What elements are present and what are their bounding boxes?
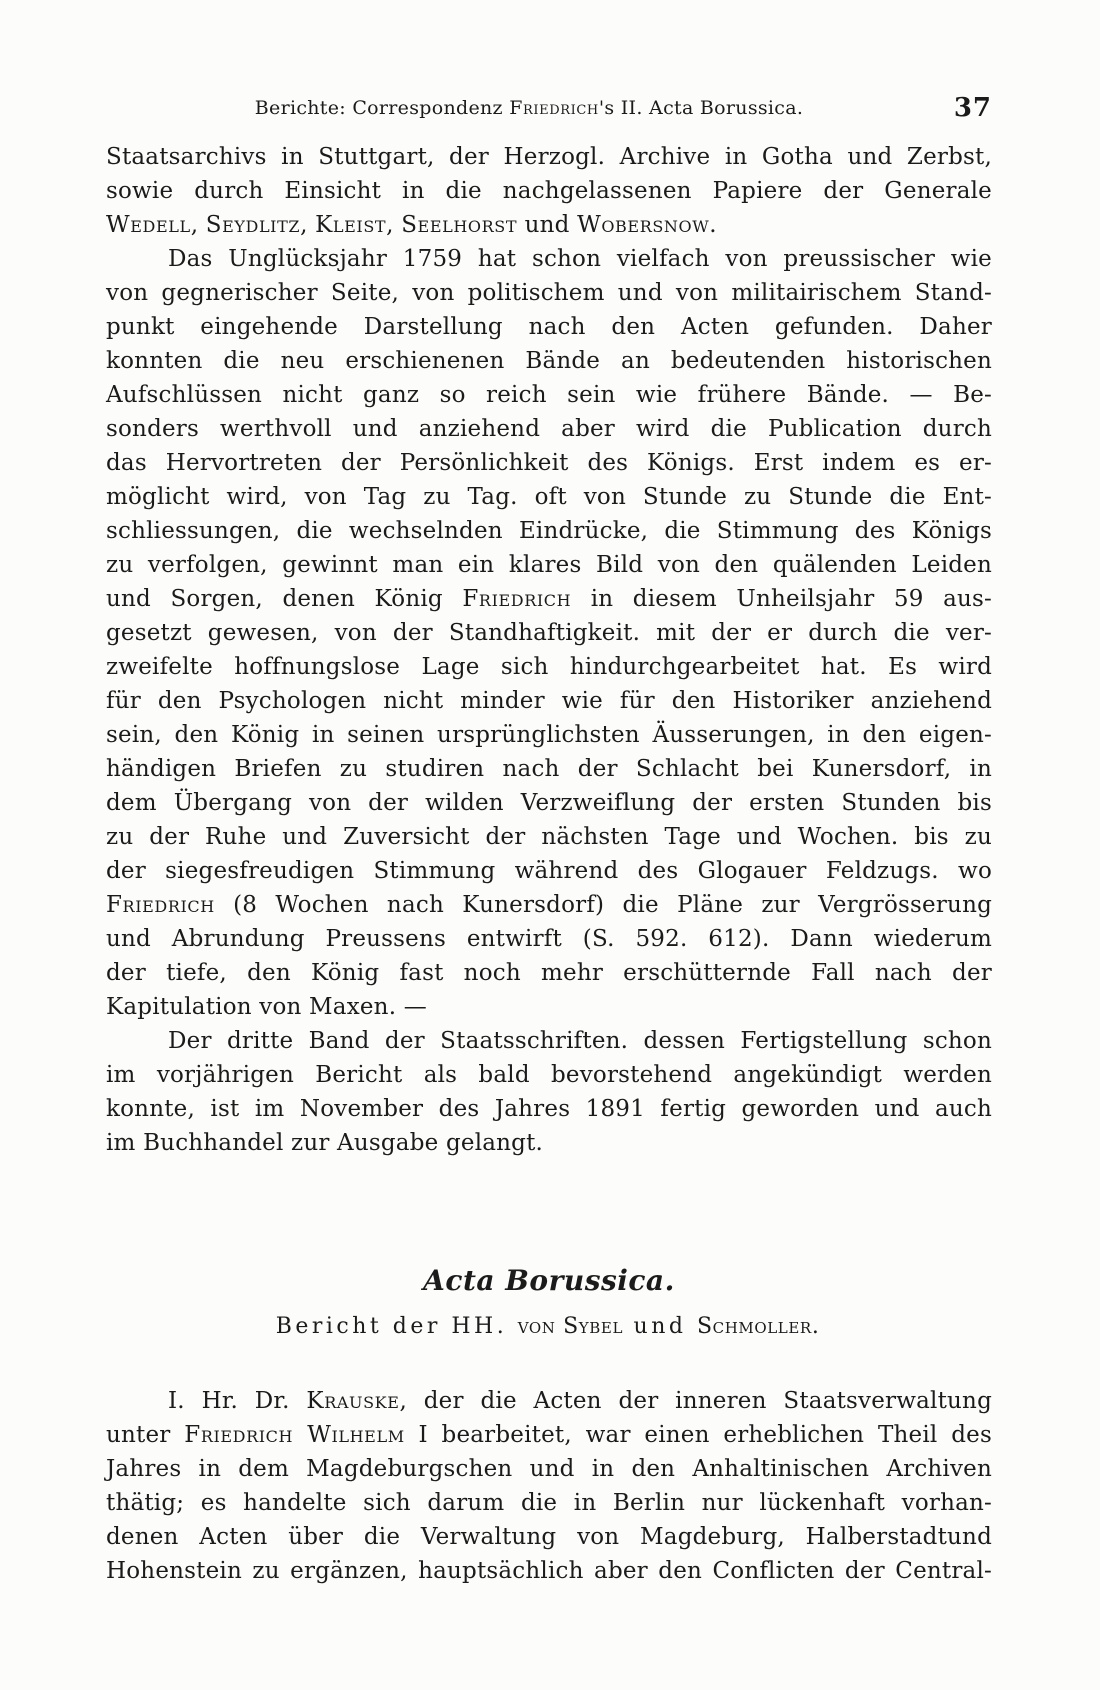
text-line	[106, 990, 992, 1024]
text-line	[106, 242, 992, 276]
small-caps-name: von Sybel	[517, 1314, 624, 1339]
text-run: ,	[190, 212, 206, 238]
text-run: im vorjährigen Bericht als bald bevorstehend angekündigt werden	[106, 1062, 992, 1088]
text-run: für den Psychologen nicht minder wie für den Historiker anziehend	[106, 688, 992, 714]
text-run: I. Hr. Dr.	[168, 1388, 307, 1414]
text-run: gesetzt gewesen, von der Standhaftigkeit. mit der er durch die ver-	[106, 620, 992, 646]
text-run: denen Acten über die Verwaltung von Magdeburg, Halberstadtund	[106, 1524, 992, 1550]
text-line	[106, 854, 992, 888]
text-line	[106, 1126, 992, 1160]
text-line	[106, 1092, 992, 1126]
text-run: Jahres in dem Magdeburgschen und in den Anhaltinischen Archiven	[106, 1456, 992, 1482]
text-run: das Hervortreten der Persönlichkeit des Königs. Erst indem es er-	[106, 450, 992, 476]
text-run: .	[709, 212, 717, 238]
text-run: im Buchhandel zur Ausgabe gelangt.	[106, 1130, 544, 1156]
text-line	[106, 1554, 992, 1588]
text-run: Hohenstein zu ergänzen, hauptsächlich aber den Conflicten der Central-	[106, 1558, 992, 1584]
text-run: konnte, ist im November des Jahres 1891 fertig geworden und auch	[106, 1096, 992, 1122]
small-caps-name: Kleist	[315, 212, 387, 238]
text-run: zweifelte hoffnungslose Lage sich hindurchgearbeitet hat. Es wird	[106, 654, 992, 680]
paragraph-1	[106, 140, 992, 242]
text-line	[106, 140, 992, 174]
text-line	[106, 684, 992, 718]
small-caps-name: Seydlitz	[205, 212, 301, 238]
small-caps-name: Wobersnow	[577, 212, 710, 238]
running-title	[106, 97, 952, 119]
small-caps-name: Friedrich	[509, 97, 599, 119]
text-line	[106, 956, 992, 990]
small-caps-name: Krauske	[306, 1388, 400, 1414]
text-run: , der die Acten der inneren Staatsverwaltung	[399, 1388, 992, 1414]
small-caps-name: Wedell	[106, 212, 191, 238]
text-run: zu der Ruhe und Zuversicht der nächsten Tage und Wochen. bis zu	[106, 824, 992, 850]
text-run: sowie durch Einsicht in die nachgelassenen Papiere der Generale	[106, 178, 992, 204]
text-run: und Abrundung Preussens entwirft (S. 592. 612). Dann wiederum	[106, 926, 992, 952]
text-run: und	[517, 212, 578, 238]
body-text-lower	[106, 1384, 992, 1588]
text-line	[106, 1058, 992, 1092]
text-line	[106, 446, 992, 480]
text-run: .	[811, 1314, 823, 1339]
body-text-upper	[106, 140, 992, 1160]
text-line	[106, 616, 992, 650]
text-run: Staatsarchivs in Stuttgart, der Herzogl. Archive in Gotha und Zerbst,	[106, 144, 992, 170]
text-run: unter	[106, 1422, 185, 1448]
small-caps-name: Schmoller	[696, 1314, 812, 1339]
text-run: Der dritte Band der Staatsschriften. dessen Fertigstellung schon	[168, 1028, 992, 1054]
text-line	[106, 480, 992, 514]
text-run: der tiefe, den König fast noch mehr erschütternde Fall nach der	[106, 960, 992, 986]
small-caps-name: Seelhorst	[401, 212, 518, 238]
text-run: und Sorgen, denen König	[106, 586, 463, 612]
text-line	[106, 344, 992, 378]
text-line	[106, 582, 992, 616]
text-line	[106, 1452, 992, 1486]
text-run: ,	[300, 212, 316, 238]
text-run: in diesem Unheilsjahr 59 aus-	[571, 586, 993, 612]
text-run: Aufschlüssen nicht ganz so reich sein wie frühere Bände. — Be-	[106, 382, 992, 408]
text-line	[106, 310, 992, 344]
text-run: I bearbeitet, war einen erheblichen Theil des	[404, 1422, 992, 1448]
text-line	[106, 378, 992, 412]
text-run: von gegnerischer Seite, von politischem und von militairischem Stand-	[106, 280, 992, 306]
paragraph-3	[106, 1024, 992, 1160]
text-run: (8 Wochen nach Kunersdorf) die Pläne zur Vergrösserung	[214, 892, 992, 918]
text-line	[106, 752, 992, 786]
text-run: konnten die neu erschienenen Bände an bedeutenden historischen	[106, 348, 992, 374]
text-run: möglicht wird, von Tag zu Tag. oft von Stunde zu Stunde die Ent-	[106, 484, 992, 510]
small-caps-name: Friedrich	[106, 892, 215, 918]
text-run: zu verfolgen, gewinnt man ein klares Bild von den quälenden Leiden	[106, 552, 992, 578]
text-run: thätig; es handelte sich darum die in Berlin nur lückenhaft vorhan-	[106, 1490, 992, 1516]
text-line	[106, 208, 992, 242]
text-line	[106, 174, 992, 208]
text-line	[106, 1520, 992, 1554]
section-title: Acta Borussica.	[423, 1264, 675, 1297]
text-run: sonders werthvoll und anziehend aber wird die Publication durch	[106, 416, 992, 442]
text-run: Berichte: Correspondenz	[254, 97, 510, 119]
text-line	[106, 1024, 992, 1058]
text-run: Kapitulation von Maxen. —	[106, 994, 427, 1020]
small-caps-name: Friedrich	[462, 586, 572, 612]
running-head	[106, 93, 992, 127]
text-line	[106, 276, 992, 310]
text-line	[106, 786, 992, 820]
page-number: 37	[953, 93, 992, 123]
text-line	[106, 548, 992, 582]
paragraph-4	[106, 1384, 992, 1588]
small-caps-name: Friedrich Wilhelm	[184, 1422, 405, 1448]
text-run: punkt eingehende Darstellung nach den Acten gefunden. Daher	[106, 314, 992, 340]
text-line	[106, 412, 992, 446]
text-line	[106, 888, 992, 922]
text-line	[106, 718, 992, 752]
text-run: Das Unglücksjahr 1759 hat schon vielfach von preussischer wie	[168, 246, 992, 272]
text-run: schliessungen, die wechselnden Eindrücke, die Stimmung des Königs	[106, 518, 992, 544]
text-run: Bericht der HH.	[275, 1314, 518, 1339]
text-run: händigen Briefen zu studiren nach der Schlacht bei Kunersdorf, in	[106, 756, 992, 782]
paragraph-2	[106, 242, 992, 1024]
section-subtitle	[106, 1314, 992, 1339]
text-run: ,	[386, 212, 402, 238]
text-run: und	[623, 1314, 697, 1339]
text-line	[106, 514, 992, 548]
text-line	[106, 650, 992, 684]
text-run: sein, den König in seinen ursprünglichsten Äusserungen, in den eigen-	[106, 722, 992, 748]
text-line	[106, 820, 992, 854]
text-run: dem Übergang von der wilden Verzweiflung der ersten Stunden bis	[106, 790, 992, 816]
text-line	[106, 1418, 992, 1452]
text-run: 's II. Acta Borussica.	[598, 97, 804, 119]
text-line	[106, 922, 992, 956]
text-run: der siegesfreudigen Stimmung während des Glogauer Feldzugs. wo	[106, 858, 992, 884]
text-line	[106, 1486, 992, 1520]
text-line	[106, 1384, 992, 1418]
